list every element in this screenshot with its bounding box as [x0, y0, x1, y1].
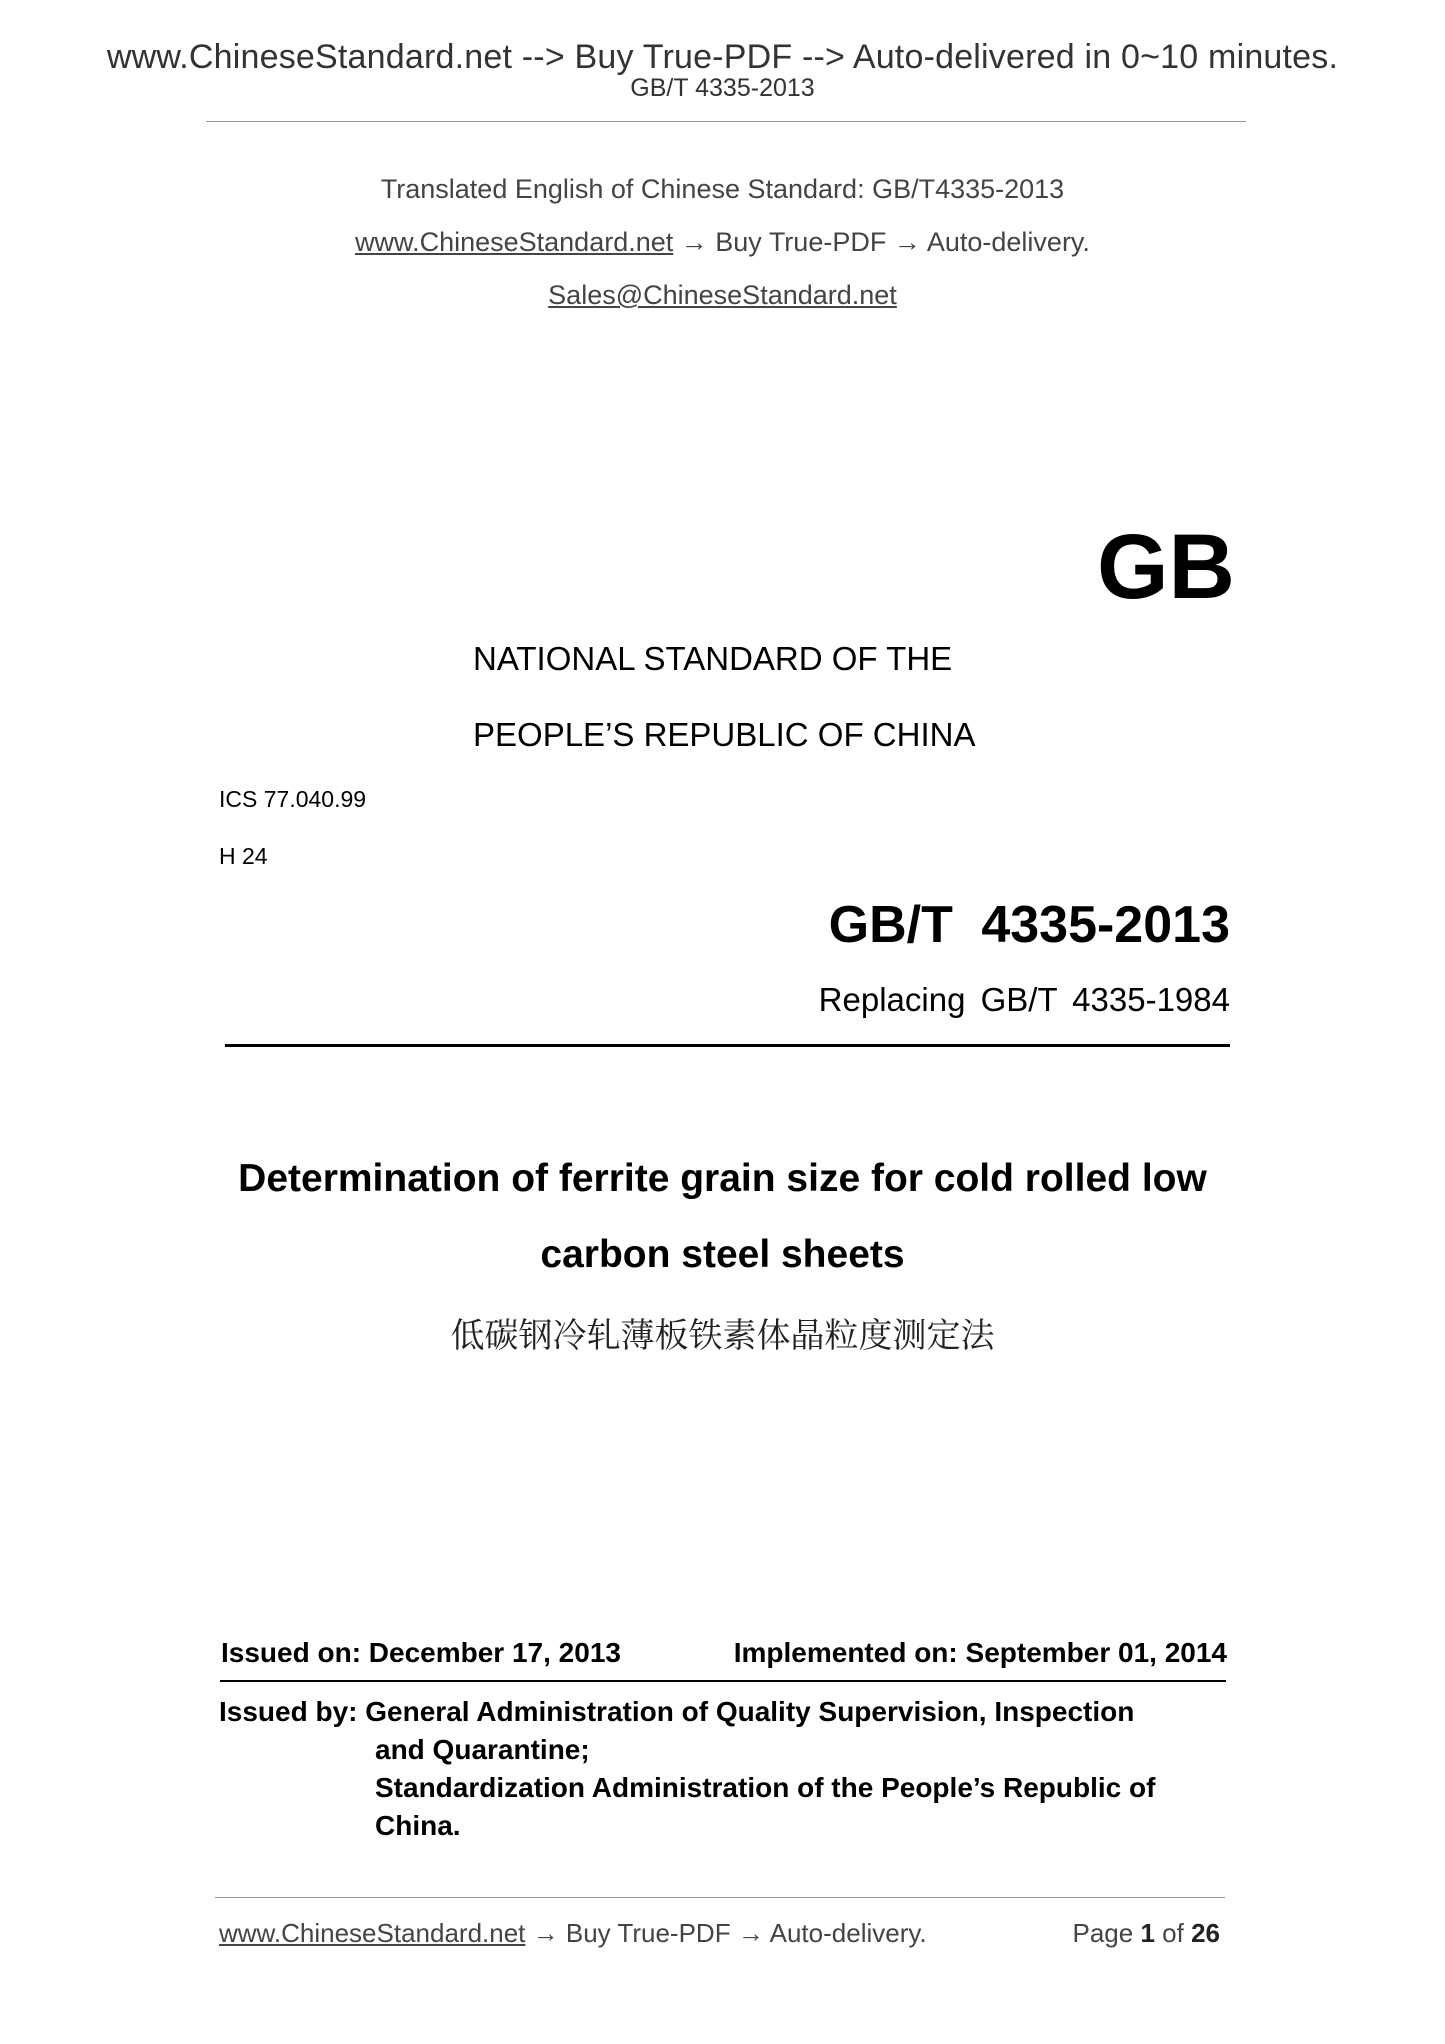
replacing-standard: Replacing GB/T 4335-1984: [818, 981, 1230, 1018]
header-divider: [206, 121, 1246, 122]
issued-by-authority-line-1: General Administration of Quality Supervision, Inspection: [365, 1696, 1135, 1727]
site-link[interactable]: www.ChineseStandard.net: [355, 227, 674, 257]
sales-email-link[interactable]: Sales@ChineseStandard.net: [548, 280, 897, 310]
auto-delivery-text: Auto-delivery.: [926, 227, 1090, 257]
issued-by-continued: [375, 1731, 1155, 1845]
standard-code: GB/T 4335-2013: [828, 896, 1230, 954]
footer-auto-delivery-text: Auto-delivery.: [769, 1918, 927, 1948]
translated-notice: Translated English of Chinese Standard: GB/T4335-2013: [380, 174, 1065, 204]
issue-divider: [220, 1680, 1226, 1682]
implemented-on-date: Implemented on: September 01, 2014: [733, 1637, 1227, 1668]
arrow-right-icon: →: [680, 227, 708, 257]
document-title-line-2: carbon steel sheets: [540, 1233, 905, 1276]
page-label: Page: [1072, 1918, 1134, 1948]
top-banner: www.ChineseStandard.net --> Buy True-PDF --> Auto-delivered in 0~10 minutes.: [106, 38, 1339, 76]
page-number: 1: [1140, 1918, 1155, 1948]
classification-code: H 24: [219, 843, 268, 869]
footer-buy-text: Buy True-PDF: [565, 1918, 731, 1948]
national-standard-line-1: NATIONAL STANDARD OF THE: [473, 640, 953, 677]
document-title-chinese: 低碳钢冷轧薄板铁素体晶粒度测定法: [450, 1316, 995, 1356]
issued-by-authority-line-3: Standardization Administration of the People’s Republic of: [375, 1772, 1156, 1803]
footer-purchase-line: [219, 1918, 927, 1949]
issued-by-authority-line-2: and Quarantine;: [375, 1734, 590, 1765]
title-divider: [225, 1044, 1230, 1047]
purchase-line: [0, 227, 1445, 258]
of-label: of: [1162, 1918, 1184, 1948]
page-indicator: [1072, 1918, 1220, 1949]
arrow-right-icon: →: [532, 1918, 559, 1948]
page-total: 26: [1191, 1918, 1220, 1948]
footer-site-link[interactable]: www.ChineseStandard.net: [219, 1918, 526, 1948]
header-standard-code: GB/T 4335-2013: [630, 74, 815, 102]
arrow-right-icon: →: [737, 1918, 764, 1948]
national-standard-line-2: PEOPLE’S REPUBLIC OF CHINA: [473, 716, 976, 753]
arrow-right-icon: →: [893, 227, 921, 257]
gb-mark: GB: [1097, 516, 1235, 618]
buy-true-pdf-text: Buy True-PDF: [715, 227, 887, 257]
issued-on-date: Issued on: December 17, 2013: [221, 1637, 621, 1668]
footer-divider: [215, 1897, 1225, 1898]
issued-by: [219, 1693, 1134, 1731]
ics-code: ICS 77.040.99: [219, 786, 367, 812]
issued-by-label: Issued by:: [219, 1696, 358, 1727]
issued-by-authority-line-4: China.: [375, 1810, 461, 1841]
document-title-line-1: Determination of ferrite grain size for cold rolled low: [238, 1157, 1207, 1200]
